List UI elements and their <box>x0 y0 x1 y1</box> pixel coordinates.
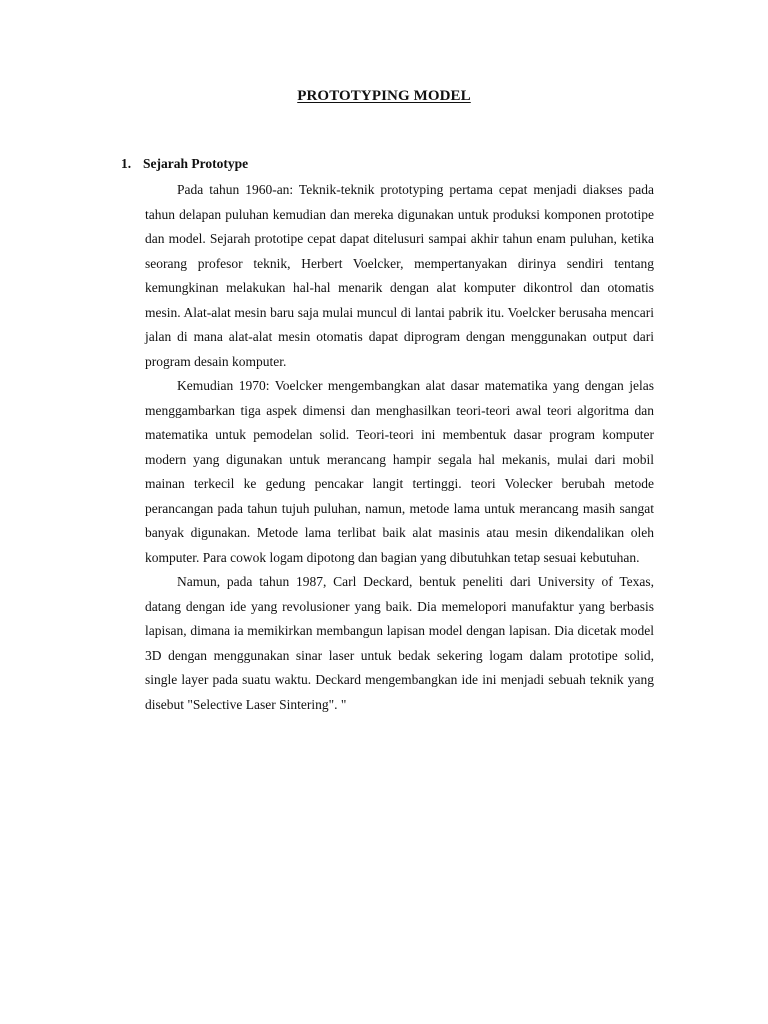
page-title: PROTOTYPING MODEL <box>297 88 471 104</box>
paragraph: Kemudian 1970: Voelcker mengembangkan alat dasar matematika yang dengan jelas menggambarkan tiga aspek dimensi dan menghasilkan teori-teori awal teori algoritma dan matematika untuk pemodelan solid. Teori-teori ini membentuk dasar program komputer modern yang digunakan untuk merancang hampir segala hal mekanis, mulai dari mobil mainan terkecil ke gedung pencakar langit tertinggi. teori Volecker berubah metode perancangan pada tahun tujuh puluhan, namun, metode lama untuk merancang masih sangat banyak digunakan. Metode lama terlibat baik alat masinis atau mesin dikendalikan oleh komputer. Para cowok logam dipotong dan bagian yang dibutuhkan tetap sesuai kebutuhan. <box>145 378 654 565</box>
section-body <box>145 178 654 717</box>
paragraph: Pada tahun 1960-an: Teknik-teknik prototyping pertama cepat menjadi diakses pada tahun delapan puluhan kemudian dan mereka digunakan untuk produksi komponen prototipe dan model. Sejarah prototipe cepat dapat ditelusuri sampai akhir tahun enam puluhan, ketika seorang profesor teknik, Herbert Voelcker, mempertanyakan dirinya sendiri tentang kemungkinan melakukan hal-hal menarik dengan alat komputer dikontrol dan otomatis mesin. Alat-alat mesin baru saja mulai muncul di lantai pabrik itu. Voelcker berusaha mencari jalan di mana alat-alat mesin otomatis dapat diprogram dengan menggunakan output dari program desain komputer. <box>145 182 654 369</box>
section-heading <box>121 156 248 172</box>
section-number: 1. <box>121 156 132 171</box>
paragraph: Namun, pada tahun 1987, Carl Deckard, bentuk peneliti dari University of Texas, datang dengan ide yang revolusioner yang baik. Dia memelopori manufaktur yang berbasis lapisan, dimana ia memikirkan membangun lapisan model dengan lapisan. Dia dicetak model 3D dengan menggunakan sinar laser untuk bedak sekering logam dalam prototipe solid, single layer pada suatu waktu. Deckard mengembangkan ide ini menjadi sebuah teknik yang disebut "Selective Laser Sintering". " <box>145 574 654 712</box>
section-heading-text: Sejarah Prototype <box>143 156 249 171</box>
